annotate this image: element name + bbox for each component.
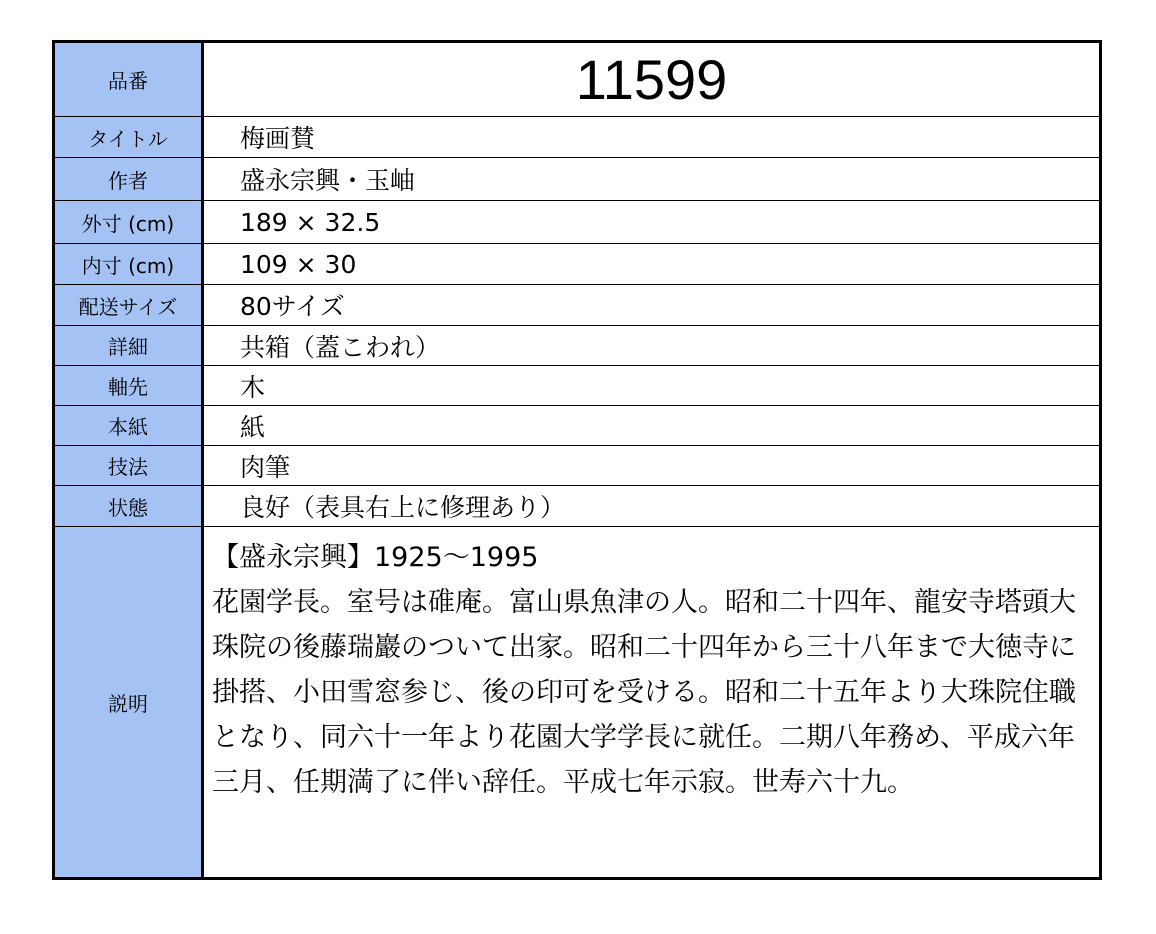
author-label: 作者 [54, 158, 203, 201]
shipping-size-label: 配送サイズ [54, 285, 203, 326]
row-author [54, 158, 1101, 201]
condition-value: 良好（表具右上に修理あり） [203, 486, 1101, 527]
row-condition [54, 486, 1101, 527]
roller-value: 木 [203, 366, 1101, 406]
details-label: 詳細 [54, 326, 203, 366]
row-material [54, 406, 1101, 446]
item-number-value: 11599 [203, 42, 1101, 117]
technique-value: 肉筆 [203, 446, 1101, 486]
details-value: 共箱（蓋こわれ） [203, 326, 1101, 366]
row-item-number [54, 42, 1101, 117]
row-roller [54, 366, 1101, 406]
row-description [54, 527, 1101, 879]
inner-size-label: 内寸 (cm) [54, 244, 203, 285]
row-technique [54, 446, 1101, 486]
description-heading: 【盛永宗興】1925〜1995 [212, 542, 539, 573]
description-cell [203, 527, 1101, 879]
technique-label: 技法 [54, 446, 203, 486]
shipping-size-value: 80サイズ [203, 285, 1101, 326]
roller-label: 軸先 [54, 366, 203, 406]
description-body: 花園学長。室号は碓庵。富山県魚津の人。昭和二十四年、龍安寺塔頭大珠院の後藤瑞巖のついて出家。昭和二十四年から三十八年まで大徳寺に掛搭、小田雪窓参じ、後の印可を受ける。昭和二十五年より大珠院住職となり、同六十一年より花園大学学長に就任。二期八年務め、平成六年三月、任期満了に伴い辞任。平成七年示寂。世寿六十九。 [212, 587, 1076, 798]
inner-size-value: 109 × 30 [203, 244, 1101, 285]
row-title [54, 117, 1101, 158]
condition-label: 状態 [54, 486, 203, 527]
title-value: 梅画賛 [203, 117, 1101, 158]
material-value: 紙 [203, 406, 1101, 446]
outer-size-label: 外寸 (cm) [54, 201, 203, 244]
outer-size-value: 189 × 32.5 [203, 201, 1101, 244]
row-details [54, 326, 1101, 366]
row-shipping-size [54, 285, 1101, 326]
row-outer-size [54, 201, 1101, 244]
author-value: 盛永宗興・玉岫 [203, 158, 1101, 201]
item-number-label: 品番 [54, 42, 203, 117]
row-inner-size [54, 244, 1101, 285]
title-label: タイトル [54, 117, 203, 158]
description-label: 説明 [54, 527, 203, 879]
material-label: 本紙 [54, 406, 203, 446]
item-spec-table [52, 40, 1102, 880]
